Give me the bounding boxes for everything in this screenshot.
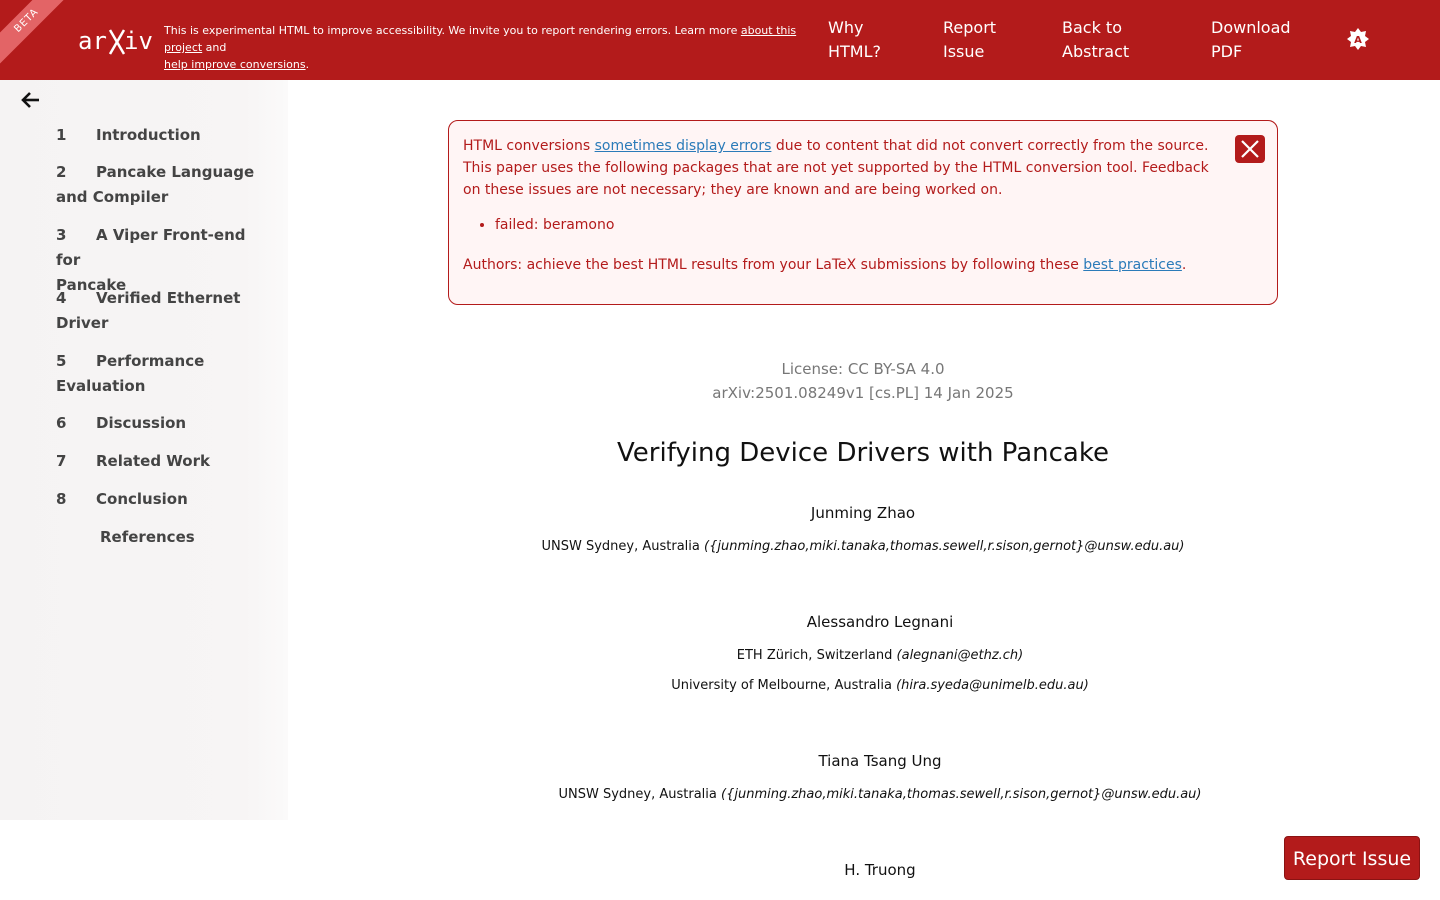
warning-paragraph — [463, 135, 1223, 201]
toc-number: 7 — [56, 452, 67, 470]
affiliation-place: University of Melbourne, Australia — [671, 678, 897, 693]
toc-label: Related Work — [96, 452, 210, 470]
toc-item-performance[interactable] — [56, 349, 266, 399]
toc-label: Conclusion — [96, 490, 188, 508]
nav-label: Back to — [1062, 18, 1122, 37]
author-name: Alessandro Legnani — [806, 613, 954, 631]
nav-label: Download — [1211, 18, 1291, 37]
affiliation-place: ETH Zürich, Switzerland — [736, 648, 897, 663]
toc-number: 4 — [56, 289, 67, 307]
conversion-warning-box — [448, 120, 1278, 305]
notice-end: . — [305, 58, 310, 71]
svg-text:iv: iv — [124, 27, 153, 55]
toc-item-references[interactable] — [100, 525, 310, 550]
toc-number: 2 — [56, 163, 67, 181]
toc-label: Performance — [96, 352, 205, 370]
affiliation-email: (alegnani@ethz.ch) — [896, 648, 1024, 663]
paper-title: Verifying Device Drivers with Pancake — [617, 438, 1109, 468]
toc-item-discussion[interactable] — [56, 411, 266, 436]
affiliation-place: UNSW Sydney, Australia — [541, 539, 705, 554]
toc-label: Driver — [56, 314, 109, 332]
toc-number: 6 — [56, 414, 67, 432]
toc-label: Evaluation — [56, 377, 146, 395]
top-banner — [0, 0, 1440, 80]
toc-item-related-work[interactable] — [56, 449, 266, 474]
collapse-toc-arrow-icon[interactable] — [20, 90, 42, 110]
toc-label: Pancake Language — [96, 163, 255, 181]
close-warning-button[interactable] — [1235, 135, 1265, 163]
toc-number: 1 — [56, 126, 67, 144]
warning-text: HTML conversions — [463, 138, 595, 154]
toc-label: A Viper Front-end for — [56, 226, 246, 269]
author-name: H. Truong — [844, 861, 916, 879]
toc-label: Verified Ethernet — [96, 289, 241, 307]
arxiv-logo-mark — [76, 24, 154, 58]
arxiv-identifier: arXiv:2501.08249v1 [cs.PL] 14 Jan 2025 — [712, 384, 1014, 402]
author-affiliation — [465, 676, 1295, 696]
help-improve-link[interactable]: help improve conversions — [164, 58, 306, 71]
report-issue-button[interactable]: Report Issue — [1284, 836, 1420, 880]
toc-label: and Compiler — [56, 188, 169, 206]
display-errors-link[interactable]: sometimes display errors — [594, 138, 772, 154]
nav-label: PDF — [1211, 42, 1243, 61]
toc-item-pancake-language[interactable] — [56, 160, 266, 210]
nav-label: Abstract — [1062, 42, 1130, 61]
toc-label: References — [100, 528, 195, 546]
affiliation-email: (hira.syeda@unimelb.edu.au) — [896, 678, 1089, 693]
notice-mid: and — [202, 41, 227, 54]
best-practices-paragraph — [463, 254, 1223, 276]
author-affiliation — [465, 646, 1295, 666]
warning-text: . — [1181, 257, 1187, 273]
warning-text: due to content that did not convert correctly from the source. This paper uses the following packages that are not yet supported by the HTML conversion tool. Feedback on these issues are not necessary; they are known and are being worked on. — [463, 138, 1209, 198]
license-text: License: CC BY-SA 4.0 — [781, 360, 945, 378]
nav-label: Why — [828, 18, 864, 37]
toc-label: Discussion — [96, 414, 187, 432]
svg-text:A: A — [1354, 35, 1362, 46]
author-affiliation — [448, 537, 1278, 557]
toc-sidebar — [0, 80, 288, 820]
toc-label: Introduction — [96, 126, 201, 144]
toc-item-introduction[interactable] — [56, 123, 266, 148]
toc-number: 5 — [56, 352, 67, 370]
toc-number: 8 — [56, 490, 67, 508]
failed-packages-list — [463, 213, 614, 237]
failed-package-item: • failed: beramono — [495, 213, 614, 237]
toc-label: Pancake — [56, 276, 127, 294]
back-to-abstract-link[interactable] — [1062, 16, 1129, 64]
why-html-link[interactable] — [828, 16, 881, 64]
affiliation-email: ({junming.zhao,miki.tanaka,thomas.sewell,r.sison,gernot}@unsw.edu.au) — [721, 787, 1202, 802]
close-icon — [1235, 135, 1265, 163]
toc-item-ethernet-driver[interactable] — [56, 286, 266, 336]
warning-text: Authors: achieve the best HTML results from your LaTeX submissions by following these — [463, 257, 1084, 273]
affiliation-place: UNSW Sydney, Australia — [558, 787, 722, 802]
notice-text: This is experimental HTML to improve accessibility. We invite you to report rendering errors. Learn more — [164, 24, 741, 37]
beta-ribbon: BETA — [0, 0, 74, 68]
author-name: Junming Zhao — [810, 504, 916, 522]
nav-label: Report — [943, 18, 997, 37]
theme-toggle-icon[interactable] — [1346, 27, 1370, 51]
nav-label: HTML? — [828, 42, 882, 61]
download-pdf-link[interactable] — [1211, 16, 1291, 64]
nav-label: Issue — [943, 42, 985, 61]
toc-item-conclusion[interactable] — [56, 487, 266, 512]
experimental-notice — [164, 22, 814, 73]
toc-number: 3 — [56, 226, 67, 244]
author-name: Tiana Tsang Ung — [818, 752, 942, 770]
report-issue-link[interactable] — [943, 16, 996, 64]
best-practices-link[interactable]: best practices — [1083, 257, 1182, 273]
affiliation-email: ({junming.zhao,miki.tanaka,thomas.sewell,r.sison,gernot}@unsw.edu.au) — [704, 539, 1185, 554]
author-affiliation — [465, 785, 1295, 805]
about-project-link[interactable]: about this project — [164, 24, 797, 54]
svg-text:ar: ar — [78, 27, 107, 55]
